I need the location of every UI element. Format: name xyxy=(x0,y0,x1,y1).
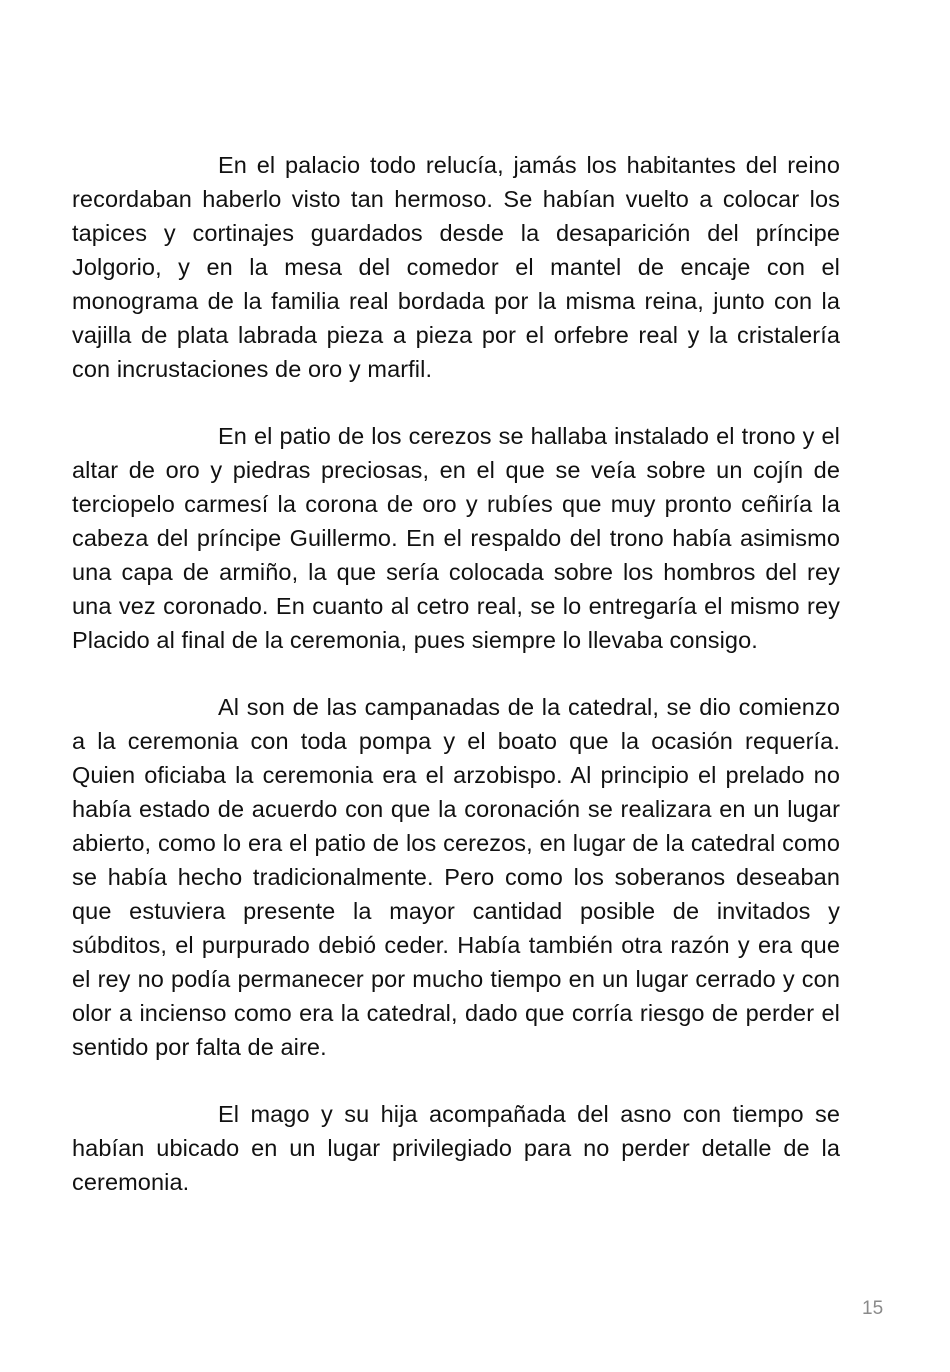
paragraph-3: Al son de las campanadas de la catedral, se dio comienzo a la ceremonia con toda pompa y el boato que la ocasión requería. Quien oficiaba la ceremonia era el arzobispo. Al principio el prelado no había estado de acuerdo con que la coronación se realizara en un lugar abierto, como lo era el patio de los cerezos, en lugar de la catedral como se había hecho tradicionalmente. Pero como los soberanos deseaban que estuviera presente la mayor cantidad posible de invitados y súbditos, el purpurado debió ceder. Había también otra razón y era que el rey no podía permanecer por mucho tiempo en un lugar cerrado y con olor a incienso como era la catedral, dado que corría riesgo de perder el sentido por falta de aire. xyxy=(72,694,840,1060)
paragraph-1: En el palacio todo relucía, jamás los habitantes del reino recordaban haberlo visto tan hermoso. Se habían vuelto a colocar los tapices y cortinajes guardados desde la desaparición del príncipe Jolgorio, y en la mesa del comedor el mantel de encaje con el monograma de la familia real bordada por la misma reina, junto con la vajilla de plata labrada pieza a pieza por el orfebre real y la cristalería con incrustaciones de oro y marfil. xyxy=(72,152,840,382)
paragraph-2: En el patio de los cerezos se hallaba instalado el trono y el altar de oro y piedras preciosas, en el que se veía sobre un cojín de terciopelo carmesí la corona de oro y rubíes que muy pronto ceñiría la cabeza del príncipe Guillermo. En el respaldo del trono había asimismo una capa de armiño, la que sería colocada sobre los hombros del rey una vez coronado. En cuanto al cetro real, se lo entregaría el mismo rey Placido al final de la ceremonia, pues siempre lo llevaba consigo. xyxy=(72,423,840,653)
page-number: 15 xyxy=(862,1298,884,1319)
body-text xyxy=(72,148,840,1232)
paragraph-4: El mago y su hija acompañada del asno con tiempo se habían ubicado en un lugar privilegiado para no perder detalle de la ceremonia. xyxy=(72,1101,840,1195)
